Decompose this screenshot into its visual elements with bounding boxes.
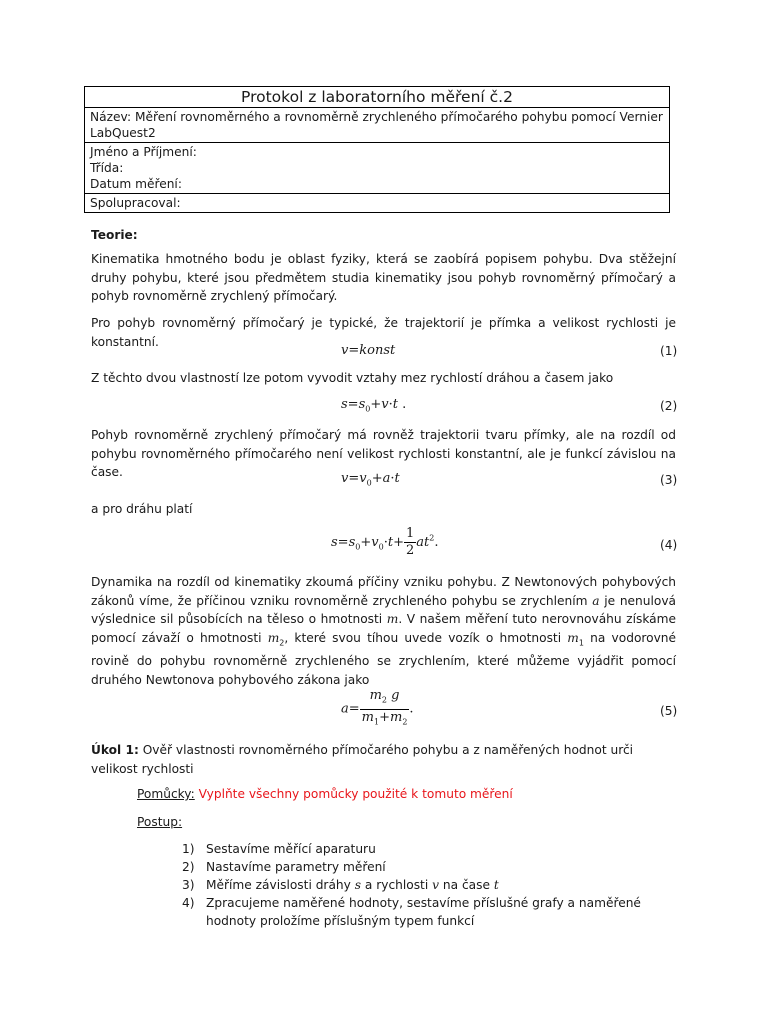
equation-3-number: (3)	[660, 473, 678, 487]
theory-paragraph-4: Pohyb rovnoměrně zrychlený přímočarý má rovněž trajektorii tvaru přímky, ale na rozdíl od pohybu rovnoměrného přímočarého není velikost rychlosti konstantní, ale je funkcí závislou na čase.	[91, 428, 676, 479]
equation-5: a= $\frac{m_2 g}{m_1+m_2}$ .	[341, 688, 414, 727]
list-item: 1) Sestavíme měřící aparaturu	[182, 842, 376, 856]
student-name-field: Jméno a Příjmení:	[90, 145, 197, 159]
protocol-title: Protokol z laboratorního měření č.2	[241, 88, 513, 106]
equation-5-number: (5)	[660, 704, 678, 718]
equation-1: v=konst	[341, 343, 396, 358]
procedure-label: Postup:	[137, 815, 183, 829]
procedure-steps	[180, 840, 680, 930]
measurement-name-line1: Název: Měření rovnoměrného a rovnoměrně zrychleného přímočarého pohybu pomocí Vernier	[90, 110, 663, 124]
theory-heading: Teorie:	[91, 228, 138, 242]
student-info-cell	[85, 142, 669, 193]
measurement-name-line2: LabQuest2	[90, 126, 156, 140]
class-field: Třída:	[90, 161, 124, 175]
equation-2: $s=s_0+v\cdot t$ .	[341, 397, 407, 414]
theory-paragraph-5: a pro dráhu platí	[91, 502, 193, 516]
equation-4-number: (4)	[660, 538, 678, 552]
equation-1-number: (1)	[660, 344, 678, 358]
partner-field: Spolupracoval:	[85, 193, 669, 212]
equation-2-number: (2)	[660, 399, 678, 413]
equation-3: $v=v_0+a\cdot t$	[341, 471, 400, 488]
date-field: Datum měření:	[90, 177, 182, 191]
list-item: 2) Nastavíme parametry měření	[182, 860, 386, 874]
equation-4: $s=s_0+v_0\cdot t+$ $\frac{1}{2}$ $at^2$.	[331, 526, 439, 558]
protocol-header-table	[84, 86, 670, 213]
measurement-name-cell	[85, 107, 669, 142]
tools-line: Pomůcky: Vyplňte všechny pomůcky použité k tomuto měření	[137, 787, 513, 801]
theory-paragraph-3: Z těchto dvou vlastností lze potom vyvodit vztahy mez rychlostí dráhou a časem jako	[91, 371, 614, 385]
theory-paragraph-2: Pro pohyb rovnoměrný přímočarý je typické, že trajektorií je přímka a velikost rychlosti je konstantní.	[91, 316, 676, 349]
task-1: Úkol 1: Ověř vlastnosti rovnoměrného přímočarého pohybu a z naměřených hodnot urči velikost rychlosti	[91, 743, 634, 776]
theory-paragraph-6: Dynamika na rozdíl od kinematiky zkoumá příčiny vzniku pohybu. Z Newtonových pohybových zákonů víme, že příčinou vzniku rovnoměrně zrychleného pohybu se zrychlením a je nenulová výslednice sil působících na těleso o hmotnosti m. V našem měření tuto nerovnováhu získáme pomocí závaží o hmotnosti $m_2$, které svou tíhou uvede vozík o hmotnosti $m_1$ na vodorovné rovině do pohybu rovnoměrně zrychleného se zrychlením, které můžeme vyjádřit pomocí druhého Newtonova pohybového zákona jako	[91, 575, 677, 687]
theory-paragraph-1: Kinematika hmotného bodu je oblast fyziky, která se zaobírá popisem pohybu. Dva stěžejní druhy pohybu, které jsou předmětem studia kinematiky jsou pohyb rovnoměrný přímočarý a pohyb rovnoměrně zrychlený přímočarý.	[91, 252, 676, 303]
list-item: 3) Měříme závislosti dráhy s a rychlosti v na čase t	[182, 878, 499, 892]
list-item: 4) Zpracujeme naměřené hodnoty, sestavíme příslušné grafy a naměřené hodnoty proložíme příslušným typem funkcí	[182, 896, 641, 928]
